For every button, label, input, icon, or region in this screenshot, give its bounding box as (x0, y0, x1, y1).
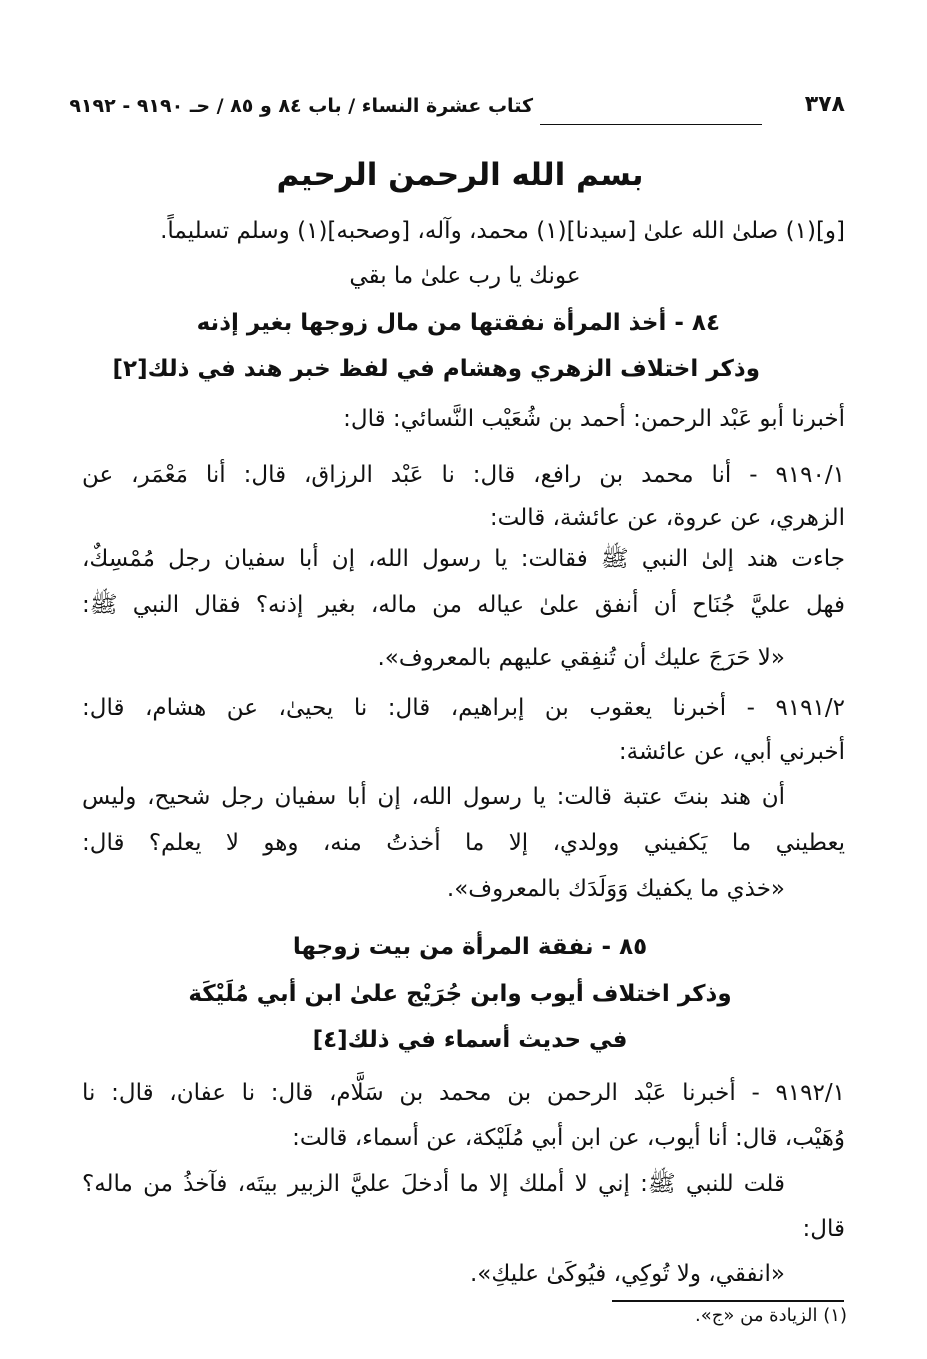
invocation-line: عونك يا رب علىٰ ما بقي (349, 263, 581, 289)
hadith-9192-line-2: وُهَيْب، قال: أنا أيوب، عن ابن أبي مُلَيْكة، عن أسماء، قالت: (292, 1125, 845, 1151)
hadith-9190-line-3: جاءت هند إلىٰ النبي ﷺ فقالت: يا رسول الله، إن أبا سفيان رجل مُمْسِكٌ، (82, 546, 845, 572)
hadith-9192-line-5: «انفقي، ولا تُوكِي، فيُوكَىٰ عليكِ». (469, 1261, 785, 1287)
hadith-9191-line-4: يعطيني ما يَكفيني وولدي، إلا ما أخذتُ منه، وهو لا يعلم؟ قال: (82, 830, 845, 856)
isnad-opening: أخبرنا أبو عَبْد الرحمن: أحمد بن شُعَيْب النَّسائي: قال: (343, 406, 845, 432)
running-title: كتاب عشرة النساء / باب ٨٤ و ٨٥ / حـ ٩١٩٠ - ٩١٩٢ (69, 95, 533, 117)
footnote: (١) الزيادة من «ج». (695, 1305, 847, 1326)
hadith-9190-line-2: الزهري، عن عروة، عن عائشة، قالت: (489, 505, 845, 531)
salutation-line: [و](١) صلىٰ الله علىٰ [سيدنا](١) محمد، وآله، [وصحبه](١) وسلم تسليماً. (160, 218, 845, 244)
chapter-84-subheading: وذكر اختلاف الزهري وهشام في لفظ خبر هند في ذلك[٢] (112, 356, 760, 382)
footnote-rule (612, 1300, 844, 1302)
hadith-9191-line-5: «خذي ما يكفيك وَوَلَدَك بالمعروف». (446, 876, 785, 902)
hadith-9191-line-1: ٩١٩١/٢ - أخبرنا يعقوب بن إبراهيم، قال: نا يحيىٰ، عن هشام، قال: (82, 695, 845, 721)
chapter-85-heading: ٨٥ - نفقة المرأة من بيت زوجها (292, 934, 648, 960)
hadith-9191-line-2: أخبرني أبي، عن عائشة: (618, 739, 845, 765)
hadith-9190-line-4: فهل عليَّ جُنَاح أن أنفق علىٰ عياله من ماله، بغير إذنه؟ فقال النبي ﷺ: (82, 592, 845, 618)
hadith-9192-line-4: قال: (802, 1216, 845, 1242)
header-rule (540, 124, 762, 125)
chapter-85-subheading: وذكر اختلاف أيوب وابن جُرَيْج علىٰ ابن أبي مُلَيْكَة (188, 981, 732, 1007)
hadith-9192-line-1: ٩١٩٢/١ - أخبرنا عَبْد الرحمن بن محمد بن سَلَّام، قال: نا عفان، قال: نا (82, 1080, 845, 1106)
chapter-84-heading: ٨٤ - أخذ المرأة نفقتها من مال زوجها بغير إذنه (196, 310, 720, 336)
page-number: ٣٧٨ (804, 92, 845, 117)
hadith-9190-line-1: ٩١٩٠/١ - أنا محمد بن رافع، قال: نا عَبْد الرزاق، قال: أنا مَعْمَر، عن (82, 462, 845, 488)
hadith-9191-line-3: أن هند بنتَ عتبة قالت: يا رسول الله، إن أبا سفيان رجل شحيح، وليس (82, 784, 785, 810)
hadith-9190-line-5: «لا حَرَجَ عليك أن تُنفِقي عليهم بالمعروف». (377, 645, 785, 671)
hadith-9192-line-3: قلت للنبي ﷺ: إني لا أملك إلا ما أدخلَ عليَّ الزبير بيتَه، فآخذُ من ماله؟ (82, 1171, 785, 1197)
chapter-85-subheading-2: في حديث أسماء في ذلك[٤] (312, 1027, 628, 1053)
basmala: بسم الله الرحمن الرحيم (276, 157, 644, 193)
